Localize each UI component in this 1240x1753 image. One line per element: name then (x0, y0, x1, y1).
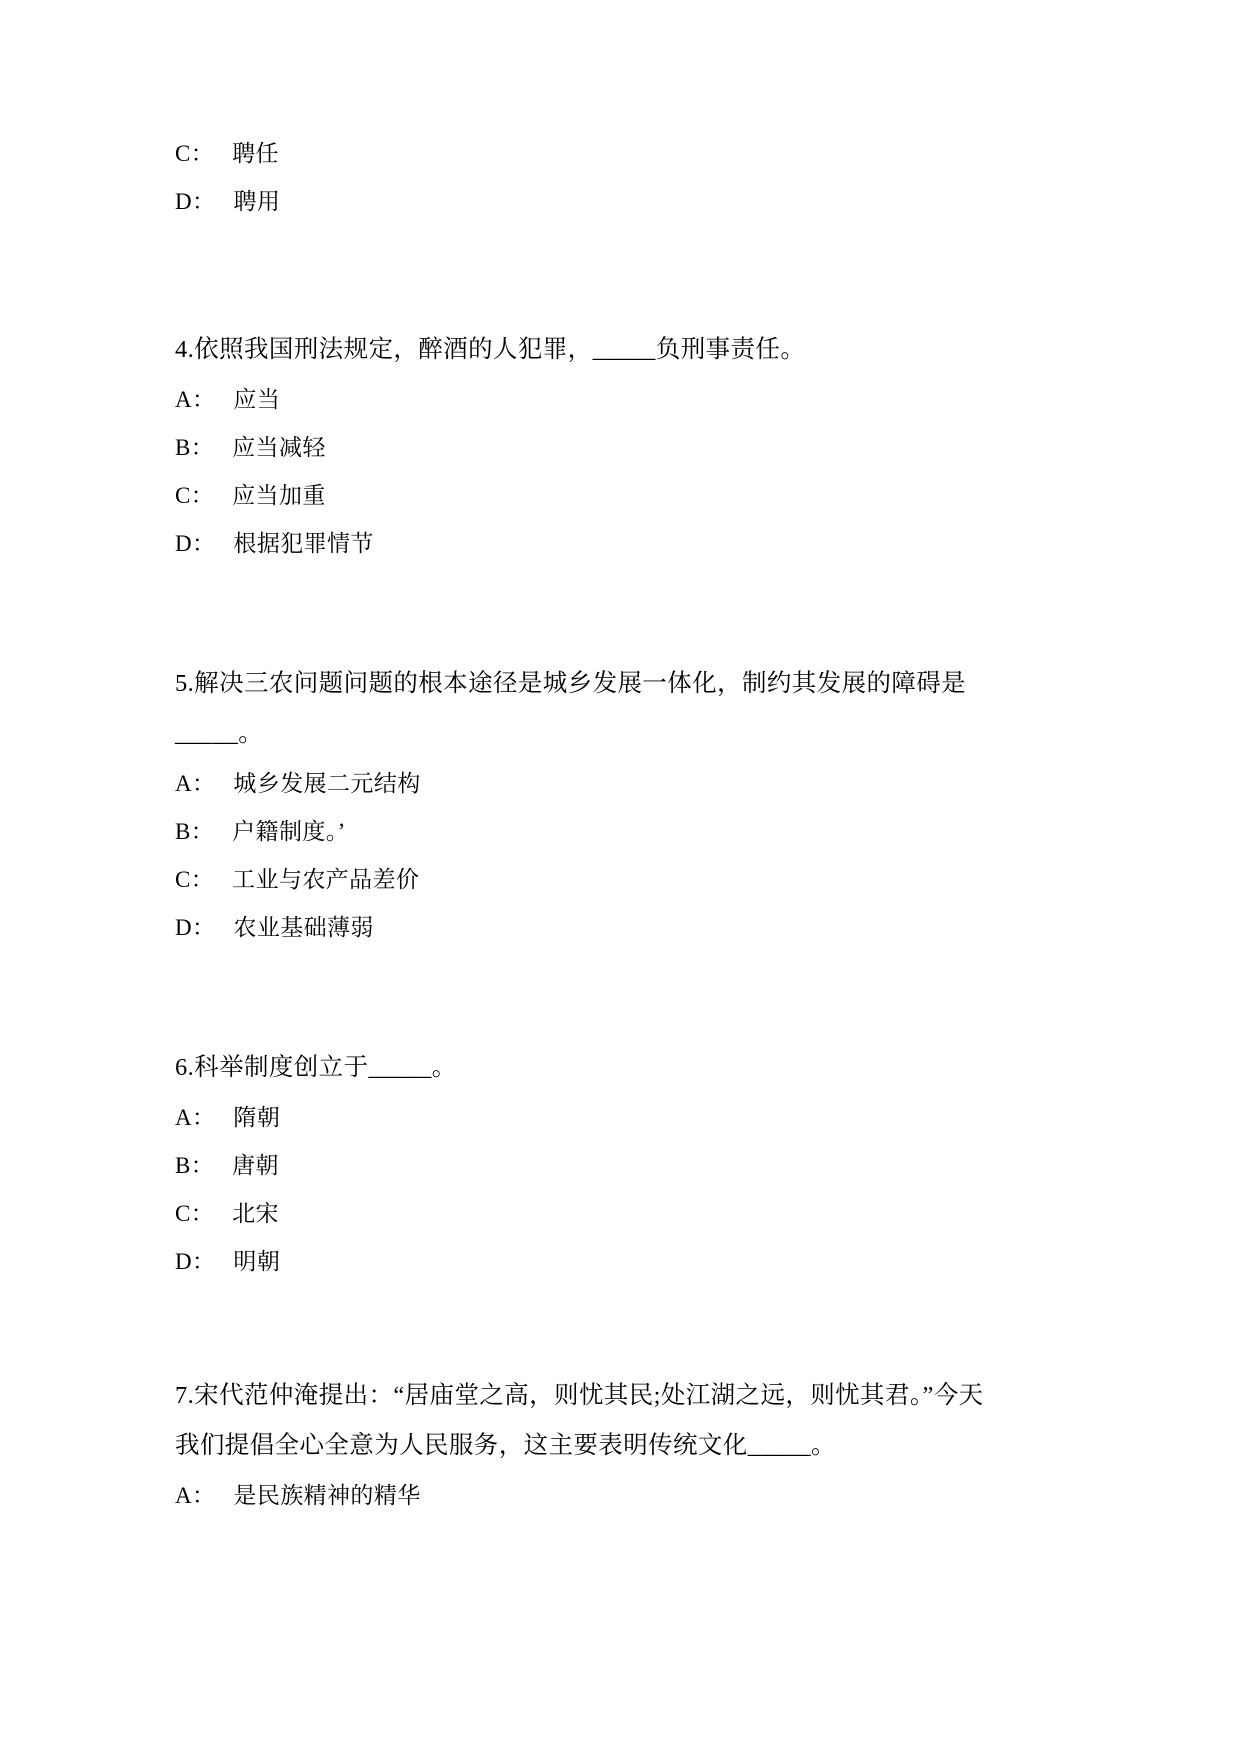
question-block-6 (175, 1044, 1065, 1286)
option-item (175, 808, 1065, 856)
option-text: 工业与农产品差价 (232, 867, 420, 892)
option-item (175, 130, 1065, 178)
option-item (175, 472, 1065, 520)
question-spacer (175, 1286, 1065, 1372)
option-item (175, 760, 1065, 808)
option-item (175, 1094, 1065, 1142)
option-text: 唐朝 (232, 1153, 279, 1178)
option-letter: C： (175, 141, 215, 166)
option-text: 应当加重 (232, 483, 326, 508)
option-item (175, 376, 1065, 424)
question-stem: 6.科举制度创立于_____。 (175, 1054, 457, 1081)
option-text: 农业基础薄弱 (233, 915, 374, 940)
option-letter: D： (175, 189, 216, 214)
option-letter: D： (175, 915, 216, 940)
question-block-3-continued (175, 130, 1065, 226)
option-item (175, 424, 1065, 472)
option-text: 城乡发展二元结构 (233, 771, 421, 796)
question-stem-line: 我们提倡全心全意为人民服务，这主要表明传统文化_____。 (175, 1432, 836, 1459)
option-item (175, 856, 1065, 904)
option-letter: C： (175, 1201, 215, 1226)
option-item (175, 1142, 1065, 1190)
option-letter: D： (175, 531, 216, 556)
question-spacer (175, 568, 1065, 660)
option-letter: A： (175, 1483, 216, 1508)
option-letter: C： (175, 483, 215, 508)
option-text: 聘用 (233, 189, 281, 214)
option-letter: B： (175, 1153, 215, 1178)
option-text: 明朝 (233, 1249, 281, 1274)
option-letter: C： (175, 867, 215, 892)
question-spacer (175, 226, 1065, 326)
question-stem-line: _____。 (175, 720, 264, 747)
option-text: 应当减轻 (232, 435, 326, 460)
option-item (175, 1238, 1065, 1286)
option-text: 户籍制度。’ (232, 819, 346, 844)
option-letter: A： (175, 387, 216, 412)
option-text: 根据犯罪情节 (233, 531, 374, 556)
option-letter: A： (175, 771, 216, 796)
question-block-4 (175, 326, 1065, 568)
question-block-5 (175, 660, 1065, 952)
option-item (175, 904, 1065, 952)
question-spacer (175, 952, 1065, 1044)
option-item (175, 1190, 1065, 1238)
option-text: 是民族精神的精华 (233, 1483, 421, 1508)
question-stem: 4.依照我国刑法规定，醉酒的人犯罪，_____负刑事责任。 (175, 336, 806, 363)
option-letter: A： (175, 1105, 216, 1130)
option-text: 北宋 (232, 1201, 279, 1226)
option-letter: B： (175, 819, 215, 844)
option-letter: D： (175, 1249, 216, 1274)
question-block-7 (175, 1372, 1065, 1520)
option-text: 聘任 (232, 141, 279, 166)
question-stem-line: 7.宋代范仲淹提出：“居庙堂之高，则忧其民;处江湖之远，则忧其君。”今天 (175, 1382, 984, 1409)
option-item (175, 1472, 1065, 1520)
question-stem-line: 5.解决三农问题问题的根本途径是城乡发展一体化，制约其发展的障碍是 (175, 670, 967, 697)
option-text: 隋朝 (233, 1105, 281, 1130)
option-item (175, 178, 1065, 226)
option-text: 应当 (233, 387, 281, 412)
option-item (175, 520, 1065, 568)
option-letter: B： (175, 435, 215, 460)
